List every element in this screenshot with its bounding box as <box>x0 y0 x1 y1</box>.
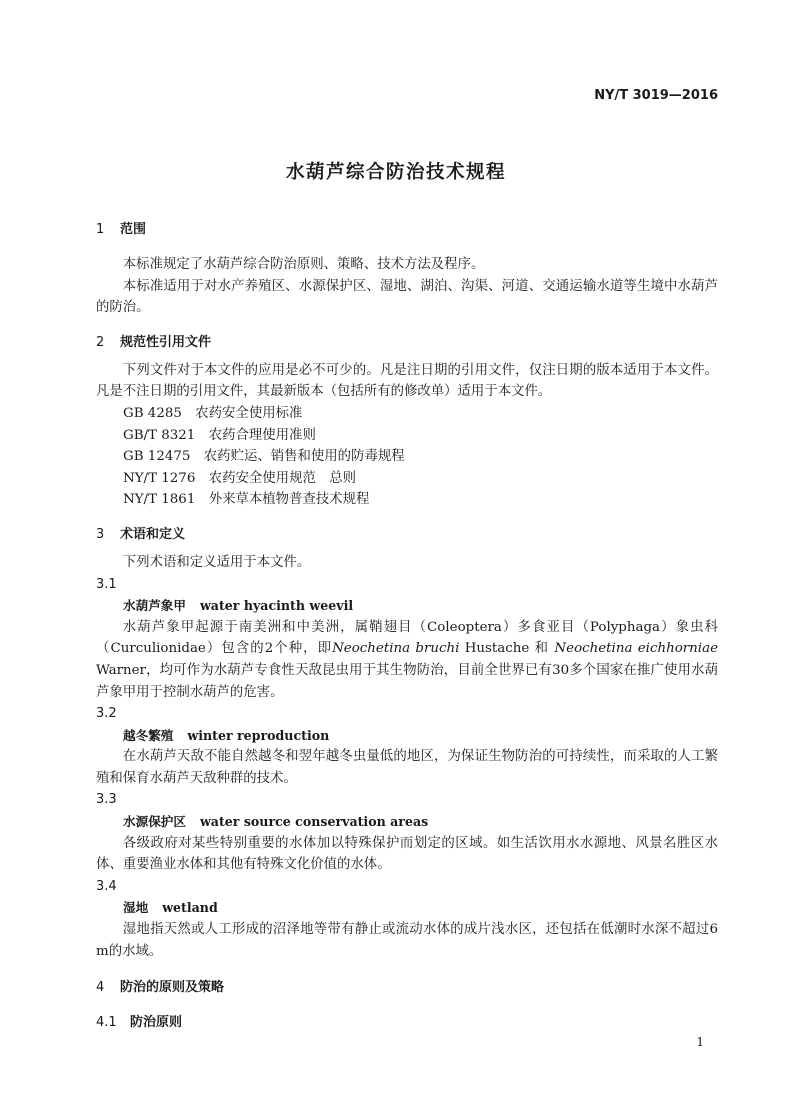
term-heading <box>96 897 718 919</box>
paragraph: 下列术语和定义适用于本文件。 <box>122 554 311 570</box>
term-number: 3.1 <box>96 576 117 592</box>
reference-item: NY/T 1276 农药安全使用规范 总则 <box>123 470 357 486</box>
reference-item: NY/T 1861 外来草本植物普查技术规程 <box>123 492 370 508</box>
species-name: Neochetina eichhorniae <box>554 641 718 657</box>
section-number: 3 <box>96 526 105 542</box>
term-heading <box>96 725 718 747</box>
reference-list <box>96 403 718 511</box>
term-zh: 水源保护区 <box>123 814 186 830</box>
term-definition: 在水葫芦天敌不能自然越冬和翌年越冬虫量低的地区，为保证生物防治的可持续性，而采取的人工繁殖和保育水葫芦天敌种群的技术。 <box>96 749 718 786</box>
term-definition: 水葫芦象甲起源于南美洲和中美洲，属鞘翅目（Coleoptera）多食亚目（Polyphaga）象虫科（Curculionidae）包含的2个种，即Neochetina bruchi Hustache 和 Neochetina eichhorniae Warner，均可作为水葫芦专食性天敌昆虫用于其生物防治，目前全世界已有30多个国家在推广使用水葫芦象甲用于控制水葫芦的危害。 <box>96 619 718 700</box>
section-4-heading <box>96 976 718 995</box>
term-number: 3.4 <box>96 878 117 894</box>
section-title: 术语和定义 <box>120 526 186 542</box>
paragraph: 下列文件对于本文件的应用是必不可少的。凡是注日期的引用文件，仅注日期的版本适用于本文件。凡是不注日期的引用文件，其最新版本（包括所有的修改单）适用于本文件。 <box>96 362 718 400</box>
section-1-heading <box>96 218 718 237</box>
term-number: 3.3 <box>96 792 117 808</box>
term-zh: 水葫芦象甲 <box>123 598 186 614</box>
page-title: 水葫芦综合防治技术规程 <box>285 162 506 183</box>
section-2-heading <box>96 331 718 350</box>
section-title: 规范性引用文件 <box>120 334 212 350</box>
paragraph: 本标准规定了水葫芦综合防治原则、策略、技术方法及程序。 <box>122 257 485 272</box>
term-definition: 湿地指天然或人工形成的沼泽地等带有静止或流动水体的成片浅水区，还包括在低潮时水深不超过6 m的水域。 <box>96 922 718 959</box>
page-number: 1 <box>696 1035 704 1049</box>
standard-number: NY/T 3019—2016 <box>594 88 718 103</box>
term-en: wetland <box>162 900 218 916</box>
term-zh: 湿地 <box>123 900 149 916</box>
section-number: 2 <box>96 334 105 350</box>
section-number: 1 <box>96 222 105 237</box>
subsection-4-1-heading <box>96 1011 718 1030</box>
reference-item: GB/T 8321 农药合理使用准则 <box>123 427 316 443</box>
paragraph: 本标准适用于对水产养殖区、水源保护区、湿地、湖泊、沟渠、河道、交通运输水道等生境中水葫芦的防治。 <box>96 278 718 316</box>
reference-item: GB 12475 农药贮运、销售和使用的防毒规程 <box>123 449 405 465</box>
section-3-heading <box>96 523 718 542</box>
term-definition: 各级政府对某些特别重要的水体加以特殊保护而划定的区域。如生活饮用水水源地、风景名胜区水体、重要渔业水体和其他有特殊文化价值的水体。 <box>96 835 718 873</box>
reference-item: GB 4285 农药安全使用标准 <box>123 405 303 421</box>
section-number: 4.1 <box>96 1015 117 1031</box>
term-zh: 越冬繁殖 <box>123 727 174 743</box>
term-number: 3.2 <box>96 706 117 722</box>
term-en: water hyacinth weevil <box>199 598 354 614</box>
term-en: winter reproduction <box>187 727 330 743</box>
term-heading <box>96 595 718 617</box>
term-en: water source conservation areas <box>199 814 429 830</box>
section-title: 防治原则 <box>130 1015 183 1031</box>
section-title: 防治的原则及策略 <box>120 980 225 996</box>
section-number: 4 <box>96 980 105 996</box>
document-body <box>96 218 718 1030</box>
term-heading <box>96 811 718 833</box>
section-title: 范围 <box>120 222 147 237</box>
species-name: Neochetina bruchi <box>332 641 460 657</box>
